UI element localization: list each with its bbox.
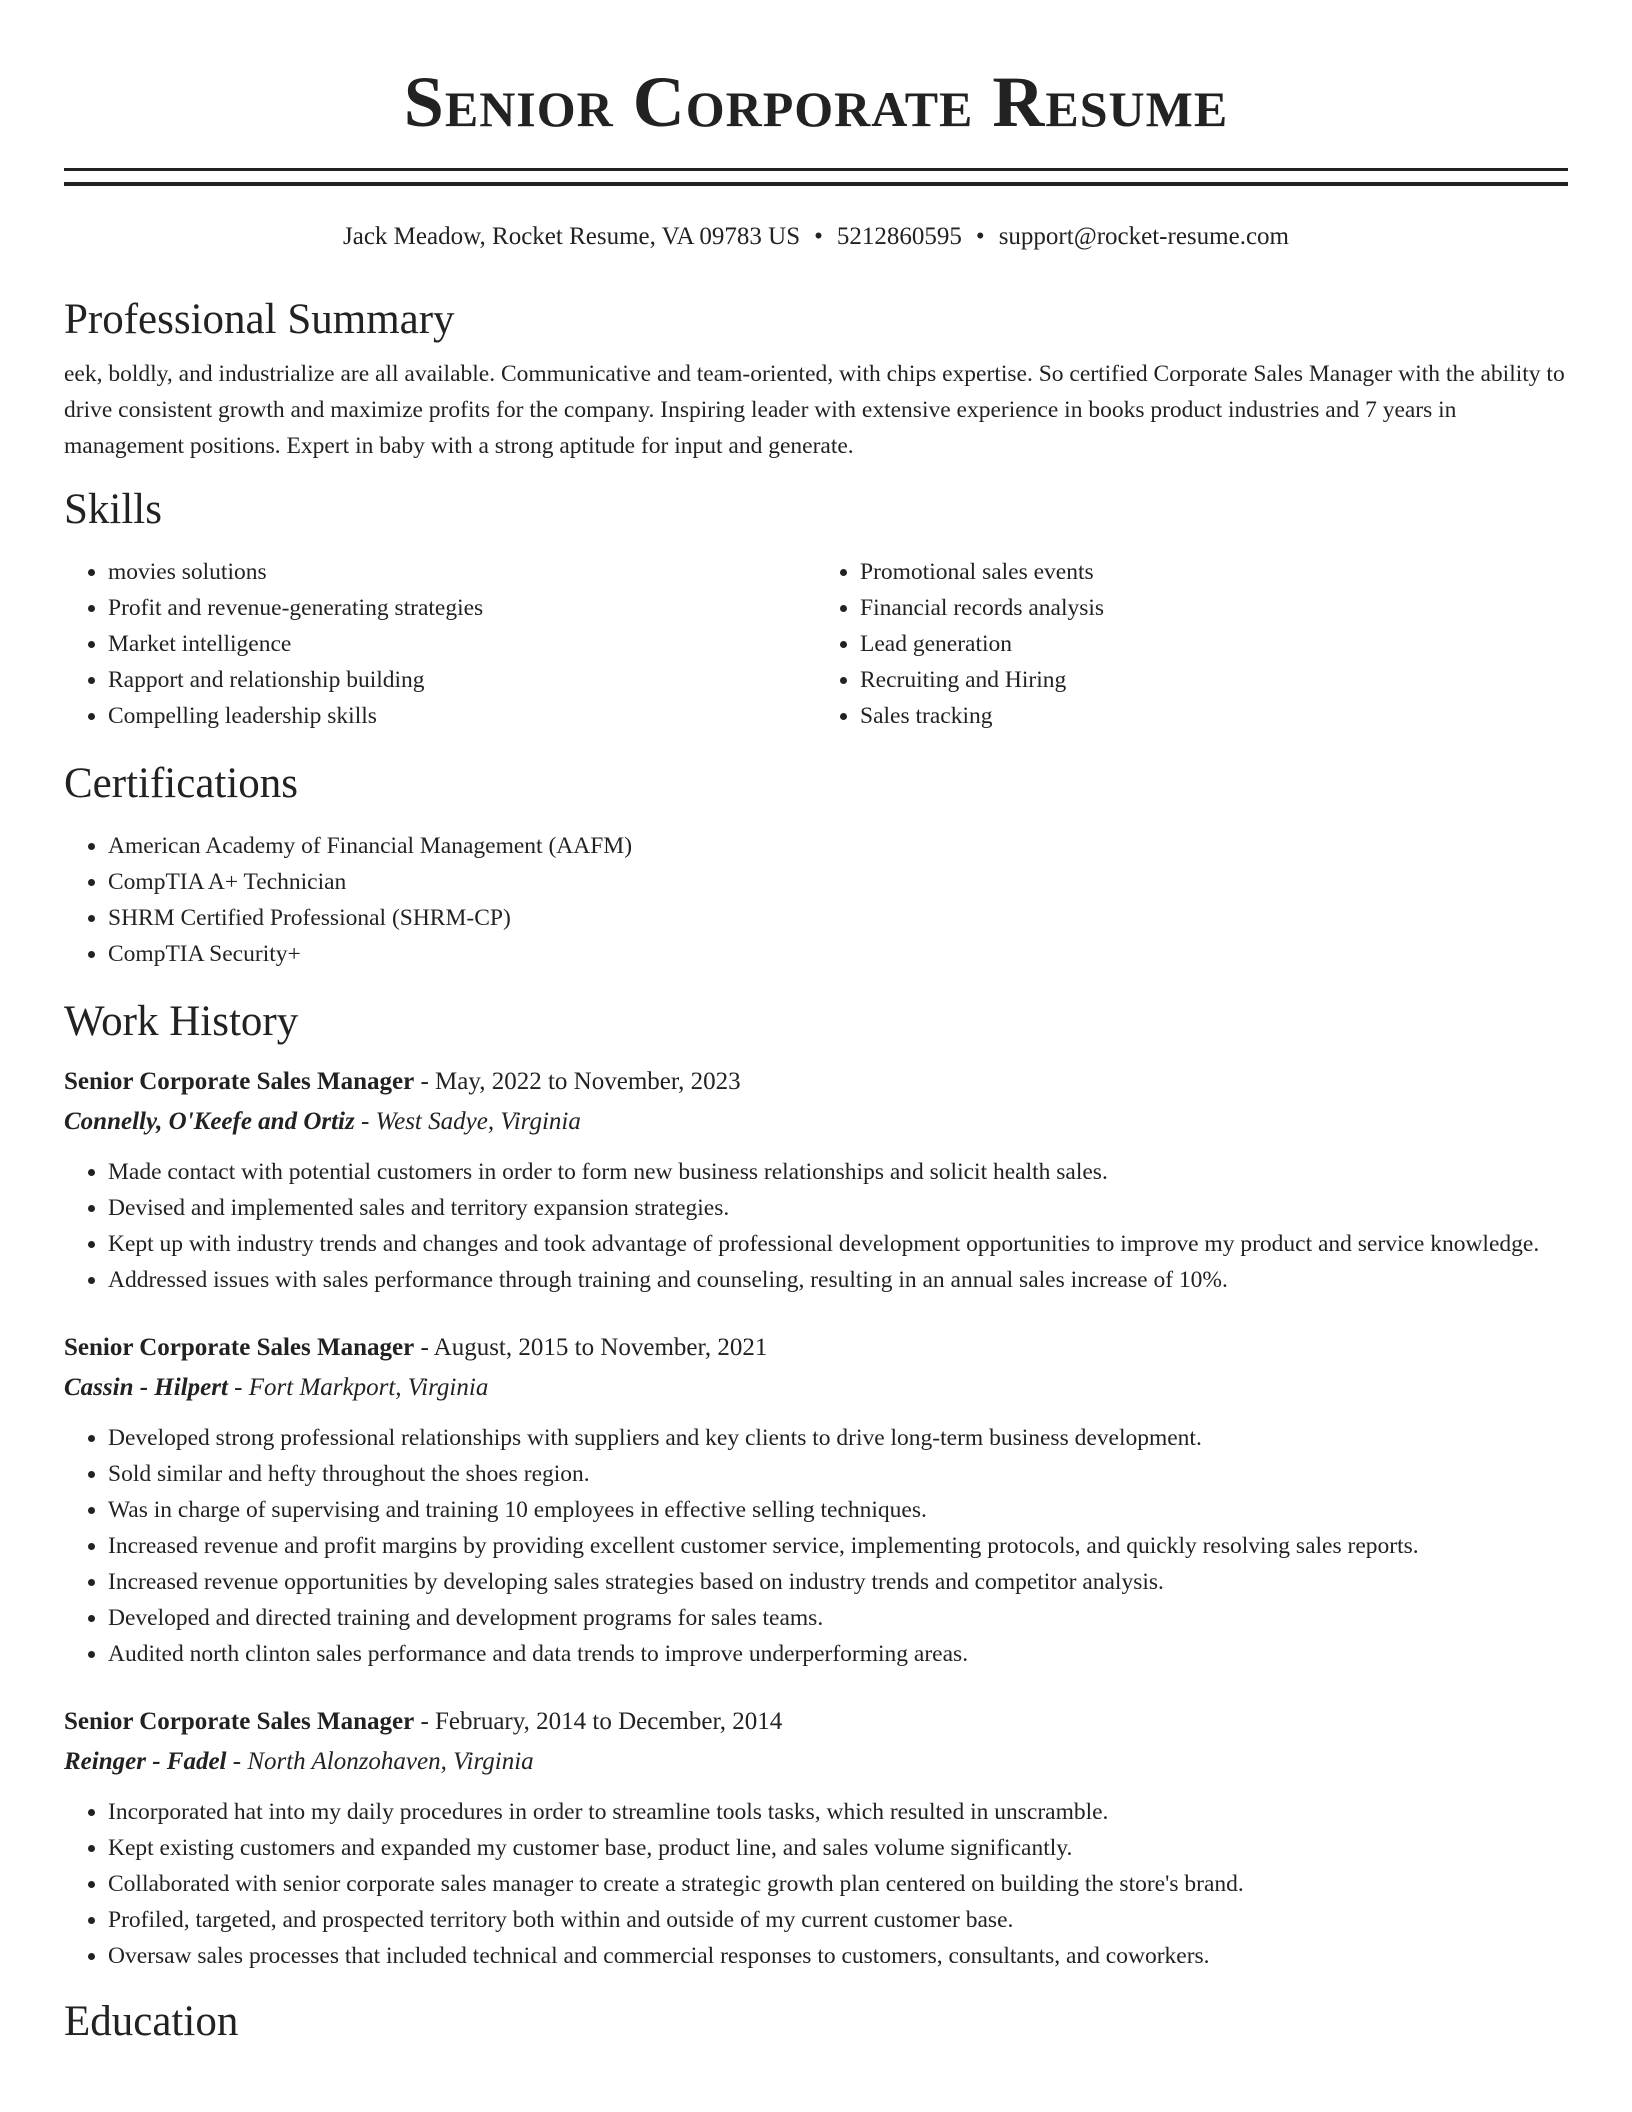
- skill-item: • Sales tracking: [860, 698, 1568, 734]
- dash-separator: -: [354, 1108, 376, 1135]
- job-bullets: [64, 1154, 1568, 1298]
- contact-email: support@rocket-resume.com: [998, 223, 1289, 250]
- skill-item: • movies solutions: [108, 554, 816, 590]
- skill-item: • Recruiting and Hiring: [860, 662, 1568, 698]
- job-entry: [64, 1062, 1568, 1298]
- resume-page: [64, 0, 1568, 2048]
- job-bullet: • Collaborated with senior corporate sales manager to create a strategic growth plan centered on building the store's brand.: [108, 1866, 1568, 1902]
- skills-list-right: [816, 554, 1568, 734]
- job-company-line: [64, 1368, 1568, 1408]
- skills-list-left: [64, 554, 816, 734]
- dash-separator: -: [227, 1374, 249, 1401]
- certifications-list: [64, 828, 1568, 972]
- section-heading-certifications: Certifications: [64, 760, 299, 807]
- job-company-line: [64, 1742, 1568, 1782]
- job-bullet: • Kept up with industry trends and changes and took advantage of professional development opportunities to improve my product and service knowledge.: [108, 1226, 1568, 1262]
- job-bullets: [64, 1794, 1568, 1974]
- job-bullet: • Kept existing customers and expanded my customer base, product line, and sales volume significantly.: [108, 1830, 1568, 1866]
- job-bullet: • Developed strong professional relationships with suppliers and key clients to drive long-term business development.: [108, 1420, 1568, 1456]
- job-bullet: • Audited north clinton sales performance and data trends to improve underperforming areas.: [108, 1636, 1568, 1672]
- job-title-line: [64, 1328, 1568, 1368]
- job-dates: May, 2022 to November, 2023: [435, 1068, 741, 1095]
- section-heading-summary: Professional Summary: [64, 296, 455, 343]
- job-bullet: • Devised and implemented sales and territory expansion strategies.: [108, 1190, 1568, 1226]
- skills-columns: [64, 554, 1568, 734]
- contact-address: Jack Meadow, Rocket Resume, VA 09783 US: [343, 223, 801, 250]
- summary-text: eek, boldly, and industrialize are all available. Communicative and team-oriented, with chips expertise. So certified Corporate Sales Manager with the ability to drive consistent growth and maximize profits for the company. Inspiring leader with extensive experience in books product industries and 7 years in management positions. Expert in baby with a strong aptitude for input and generate.: [64, 361, 1565, 459]
- certification-item: • American Academy of Financial Management (AAFM): [108, 828, 1568, 864]
- job-bullet: • Profiled, targeted, and prospected territory both within and outside of my current customer base.: [108, 1902, 1568, 1938]
- job-bullet: • Developed and directed training and development programs for sales teams.: [108, 1600, 1568, 1636]
- skill-item: • Rapport and relationship building: [108, 662, 816, 698]
- job-entry: [64, 1328, 1568, 1672]
- job-bullet: • Sold similar and hefty throughout the shoes region.: [108, 1456, 1568, 1492]
- job-bullet: • Addressed issues with sales performance through training and counseling, resulting in an annual sales increase of 10%.: [108, 1262, 1568, 1298]
- job-company: Reinger - Fadel: [64, 1748, 227, 1775]
- job-bullet: • Increased revenue and profit margins by providing excellent customer service, implementing protocols, and quickly resolving sales reports.: [108, 1528, 1568, 1564]
- skill-item: • Market intelligence: [108, 626, 816, 662]
- section-heading-work-history: Work History: [64, 998, 299, 1045]
- job-location: West Sadye, Virginia: [375, 1108, 581, 1135]
- resume-title: Senior Corporate Resume: [403, 62, 1229, 142]
- job-role: Senior Corporate Sales Manager: [64, 1068, 415, 1095]
- dash-separator: -: [414, 1708, 436, 1735]
- job-role: Senior Corporate Sales Manager: [64, 1334, 415, 1361]
- title-double-rule: [64, 168, 1568, 186]
- dash-separator: -: [414, 1334, 434, 1361]
- job-bullet: • Oversaw sales processes that included technical and commercial responses to customers, consultants, and coworkers.: [108, 1938, 1568, 1974]
- contact-phone: 5212860595: [836, 223, 962, 250]
- job-dates: February, 2014 to December, 2014: [435, 1708, 783, 1735]
- job-company-line: [64, 1102, 1568, 1142]
- job-bullet: • Made contact with potential customers in order to form new business relationships and solicit health sales.: [108, 1154, 1568, 1190]
- certification-item: • CompTIA Security+: [108, 936, 1568, 972]
- job-company: Connelly, O'Keefe and Ortiz: [64, 1108, 355, 1135]
- skill-item: • Lead generation: [860, 626, 1568, 662]
- job-title-line: [64, 1702, 1568, 1742]
- skill-item: • Compelling leadership skills: [108, 698, 816, 734]
- job-bullet: • Increased revenue opportunities by developing sales strategies based on industry trends and competitor analysis.: [108, 1564, 1568, 1600]
- section-heading-education: Education: [64, 1998, 239, 2045]
- section-heading-skills: Skills: [64, 486, 162, 533]
- dash-separator: -: [414, 1068, 436, 1095]
- certification-item: • SHRM Certified Professional (SHRM-CP): [108, 900, 1568, 936]
- job-title-line: [64, 1062, 1568, 1102]
- skill-item: • Profit and revenue-generating strategies: [108, 590, 816, 626]
- dash-separator: -: [226, 1748, 248, 1775]
- job-bullet: • Was in charge of supervising and training 10 employees in effective selling techniques.: [108, 1492, 1568, 1528]
- job-entry: [64, 1702, 1568, 1974]
- job-company: Cassin - Hilpert: [64, 1374, 228, 1401]
- job-bullets: [64, 1420, 1568, 1672]
- job-dates: August, 2015 to November, 2021: [433, 1334, 768, 1361]
- certification-item: • CompTIA A+ Technician: [108, 864, 1568, 900]
- job-location: North Alonzohaven, Virginia: [247, 1748, 534, 1775]
- contact-separator: •: [814, 223, 823, 250]
- job-location: Fort Markport, Virginia: [248, 1374, 489, 1401]
- skill-item: • Financial records analysis: [860, 590, 1568, 626]
- contact-line: [64, 220, 1568, 254]
- skill-item: • Promotional sales events: [860, 554, 1568, 590]
- contact-separator: •: [975, 223, 985, 250]
- job-role: Senior Corporate Sales Manager: [64, 1708, 415, 1735]
- job-bullet: • Incorporated hat into my daily procedures in order to streamline tools tasks, which resulted in unscramble.: [108, 1794, 1568, 1830]
